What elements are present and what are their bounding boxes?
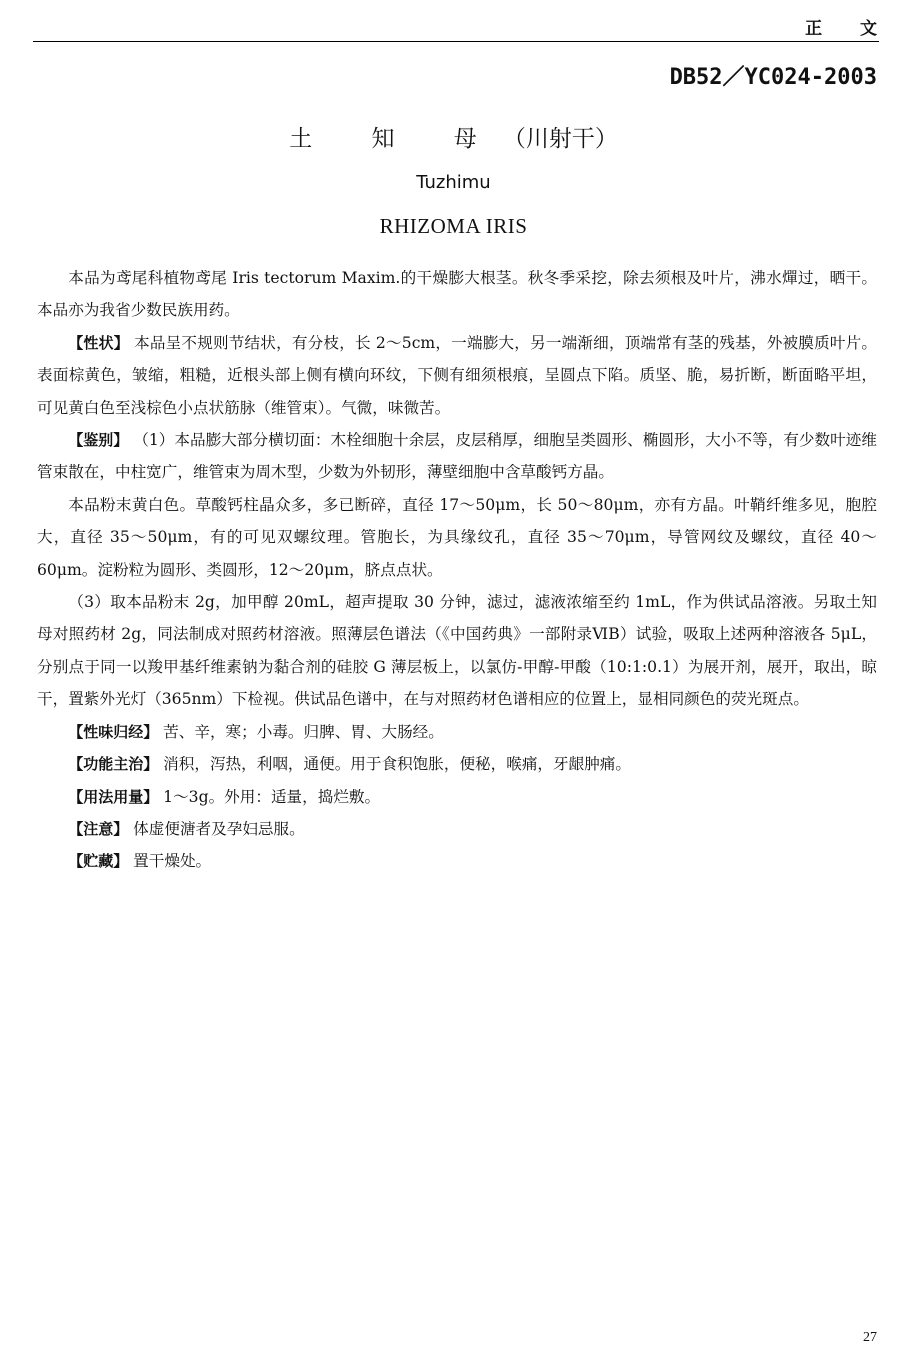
function-text: 消积，泻热，利咽，通便。用于食积饱胀，便秘，喉痛，牙龈肿痛。 (158, 755, 631, 774)
identification-paragraph-3: （3）取本品粉末 2g，加甲醇 20mL，超声提取 30 分钟，滤过，滤液浓缩至约 1mL，作为供试品溶液。另取土知母对照药材 2g，同法制成对照药材溶液。照薄层色谱法（《中国药典》一部附录ⅥB）试验，吸取上述两种溶液各 5μL，分别点于同一以羧甲基纤维素钠为黏合剂的硅胶 G 薄层板上，以氯仿-甲醇-甲酸（10:1:0.1）为展开剂，展开，取出，晾干，置紫外光灯（365nm）下检视。供试品色谱中，在与对照药材色谱相应的位置上，显相同颜色的荧光斑点。 (37, 593, 877, 709)
title-pinyin: Tuzhimu (416, 172, 491, 193)
title-chinese (0, 120, 907, 153)
page-number: 27 (863, 1330, 877, 1345)
storage-text: 置干燥处。 (128, 852, 212, 871)
caution-paragraph (37, 813, 877, 845)
function-paragraph (37, 748, 877, 780)
title-latin: RHIZOMA IRIS (379, 214, 528, 238)
identification-text-1: （1）本品膨大部分横切面：木栓细胞十余层，皮层稍厚，细胞呈类圆形、椭圆形，大小不等，有少数叶迹维管束散在，中柱宽广，维管束为周木型，少数为外韧形，薄壁细胞中含草酸钙方晶。 (37, 431, 877, 482)
identification-paragraph-2: 本品粉末黄白色。草酸钙柱晶众多，多已断碎，直径 17～50μm，长 50～80μm，亦有方晶。叶鞘纤维多见，胞腔大，直径 35～50μm，有的可见双螺纹理。管胞长，为具缘纹孔，直径 35～70μm，导管网纹及螺纹，直径 40～60μm。淀粉粒为圆形、类圆形，12～20μm，脐点点状。 (37, 495, 877, 579)
nature-label: 【性味归经】 (68, 722, 159, 741)
storage-paragraph (37, 845, 877, 877)
nature-text: 苦、辛，寒；小毒。归脾、胃、大肠经。 (158, 722, 444, 741)
description-text: 本品呈不规则节结状，有分枝，长 2～5cm，一端膨大，另一端渐细，顶端常有茎的残基，外被膜质叶片。表面棕黄色，皱缩，粗糙，近根头部上侧有横向环纹，下侧有细须根痕，呈圆点下陷。质坚、脆，易折断，断面略平坦，可见黄白色至浅棕色小点状筋脉（维管束）。气微，味微苦。 (37, 333, 877, 417)
usage-text: 1～3g。外用：适量，捣烂敷。 (158, 787, 381, 806)
storage-label: 【贮藏】 (68, 852, 129, 871)
usage-label: 【用法用量】 (68, 787, 159, 806)
header-rule (33, 41, 879, 42)
caution-text: 体虚便溏者及孕妇忌服。 (128, 819, 305, 838)
title-alt: （川射干） (502, 126, 618, 152)
title-main: 土 知 母 (289, 126, 503, 152)
header-section: 正 文 (805, 19, 893, 39)
caution-label: 【注意】 (68, 819, 129, 838)
description-label: 【性状】 (68, 333, 129, 352)
nature-paragraph (37, 716, 877, 748)
usage-paragraph (37, 781, 877, 813)
intro-paragraph: 本品为鸢尾科植物鸢尾 Iris tectorum Maxim.的干燥膨大根茎。秋冬季采挖，除去须根及叶片，沸水燀过，晒干。本品亦为我省少数民族用药。 (37, 269, 877, 320)
monograph-content (37, 262, 877, 878)
standard-code: DB52／YC024-2003 (669, 65, 877, 90)
identification-paragraph-1 (37, 424, 877, 489)
function-label: 【功能主治】 (68, 755, 159, 774)
identification-label: 【鉴别】 (68, 431, 129, 450)
description-paragraph (37, 327, 877, 424)
